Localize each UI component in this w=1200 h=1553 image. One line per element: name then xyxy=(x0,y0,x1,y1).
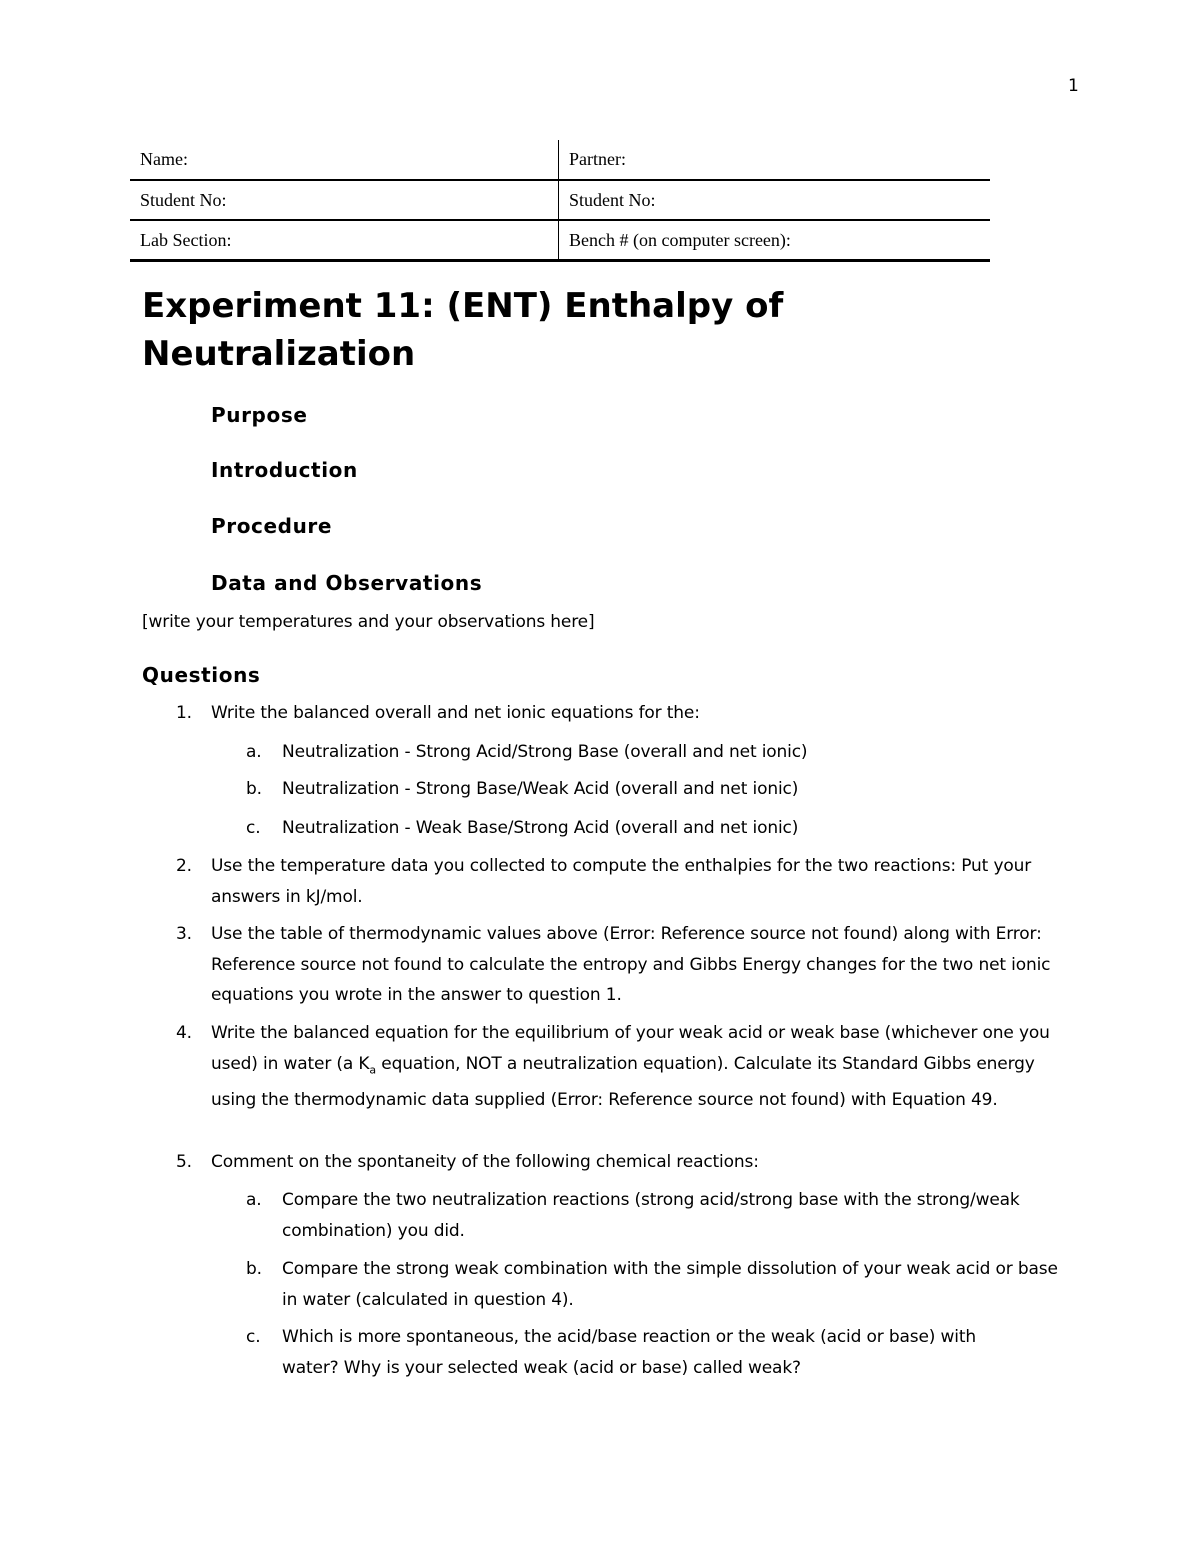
question-number: 5. xyxy=(176,1152,192,1172)
info-row-student-no xyxy=(130,180,990,220)
sub-question-letter: b. xyxy=(246,779,262,799)
question-number: 2. xyxy=(176,856,192,876)
sub-question-text: Compare the strong weak combination with the simple dissolution of your weak acid or base in water (calculated in question 4). xyxy=(282,1259,1058,1310)
sub-question-text: Which is more spontaneous, the acid/base reaction or the weak (acid or base) with water? Why is your selected weak (acid or base) called weak? xyxy=(282,1327,976,1378)
name-field[interactable]: Name: xyxy=(130,140,559,180)
heading-procedure: Procedure xyxy=(211,514,333,538)
page-number: 1 xyxy=(1068,76,1079,96)
info-row-section xyxy=(130,220,990,261)
ka-subscript: a xyxy=(369,1062,377,1076)
question-number: 4. xyxy=(176,1023,192,1043)
lab-section-field[interactable]: Lab Section: xyxy=(130,220,559,261)
info-row-name xyxy=(130,140,990,180)
question-number: 1. xyxy=(176,703,192,723)
student-info-table xyxy=(130,140,990,262)
partner-field[interactable]: Partner: xyxy=(559,140,991,180)
question-text: Comment on the spontaneity of the following chemical reactions: xyxy=(211,1152,759,1172)
question-text: Use the temperature data you collected to compute the enthalpies for the two reactions: Put your answers in kJ/mol. xyxy=(211,856,1032,907)
sub-question-letter: c. xyxy=(246,818,261,838)
partner-student-no-field[interactable]: Student No: xyxy=(559,180,991,220)
question-number: 3. xyxy=(176,924,192,944)
student-no-field[interactable]: Student No: xyxy=(130,180,559,220)
question-text: Use the table of thermodynamic values above (Error: Reference source not found) along with Error: Reference source not found to calculate the entropy and Gibbs Energy changes for the two net ionic equations you wrote in the answer to question 1. xyxy=(211,924,1051,1005)
question-text-part: equation, NOT a neutralization equation). Calculate its Standard Gibbs energy using the thermodynamic data supplied (Error: Reference source not found) with Equation 49. xyxy=(211,1053,1035,1111)
heading-questions: Questions xyxy=(142,663,261,687)
heading-purpose: Purpose xyxy=(211,403,308,427)
document-title: Experiment 11: (ENT) Enthalpy of Neutralization xyxy=(142,286,784,374)
question-text xyxy=(211,1018,1056,1116)
data-note[interactable]: [write your temperatures and your observations here] xyxy=(142,612,595,632)
sub-question-text: Neutralization - Strong Acid/Strong Base (overall and net ionic) xyxy=(282,742,808,762)
heading-data-observations: Data and Observations xyxy=(211,571,483,595)
sub-question-letter: a. xyxy=(246,742,262,762)
question-text-part: Write the balanced equation for the equilibrium of your weak acid or weak base (whichever one you used) in water (a K xyxy=(211,1023,1050,1074)
heading-introduction: Introduction xyxy=(211,458,358,482)
sub-question-letter: c. xyxy=(246,1327,261,1347)
sub-question-text: Neutralization - Strong Base/Weak Acid (overall and net ionic) xyxy=(282,779,799,799)
sub-question-letter: b. xyxy=(246,1259,262,1279)
question-text: Write the balanced overall and net ionic equations for the: xyxy=(211,703,700,723)
sub-question-letter: a. xyxy=(246,1190,262,1210)
bench-field[interactable]: Bench # (on computer screen): xyxy=(559,220,991,261)
sub-question-text: Neutralization - Weak Base/Strong Acid (overall and net ionic) xyxy=(282,818,799,838)
sub-question-text: Compare the two neutralization reactions (strong acid/strong base with the strong/weak combination) you did. xyxy=(282,1190,1020,1241)
